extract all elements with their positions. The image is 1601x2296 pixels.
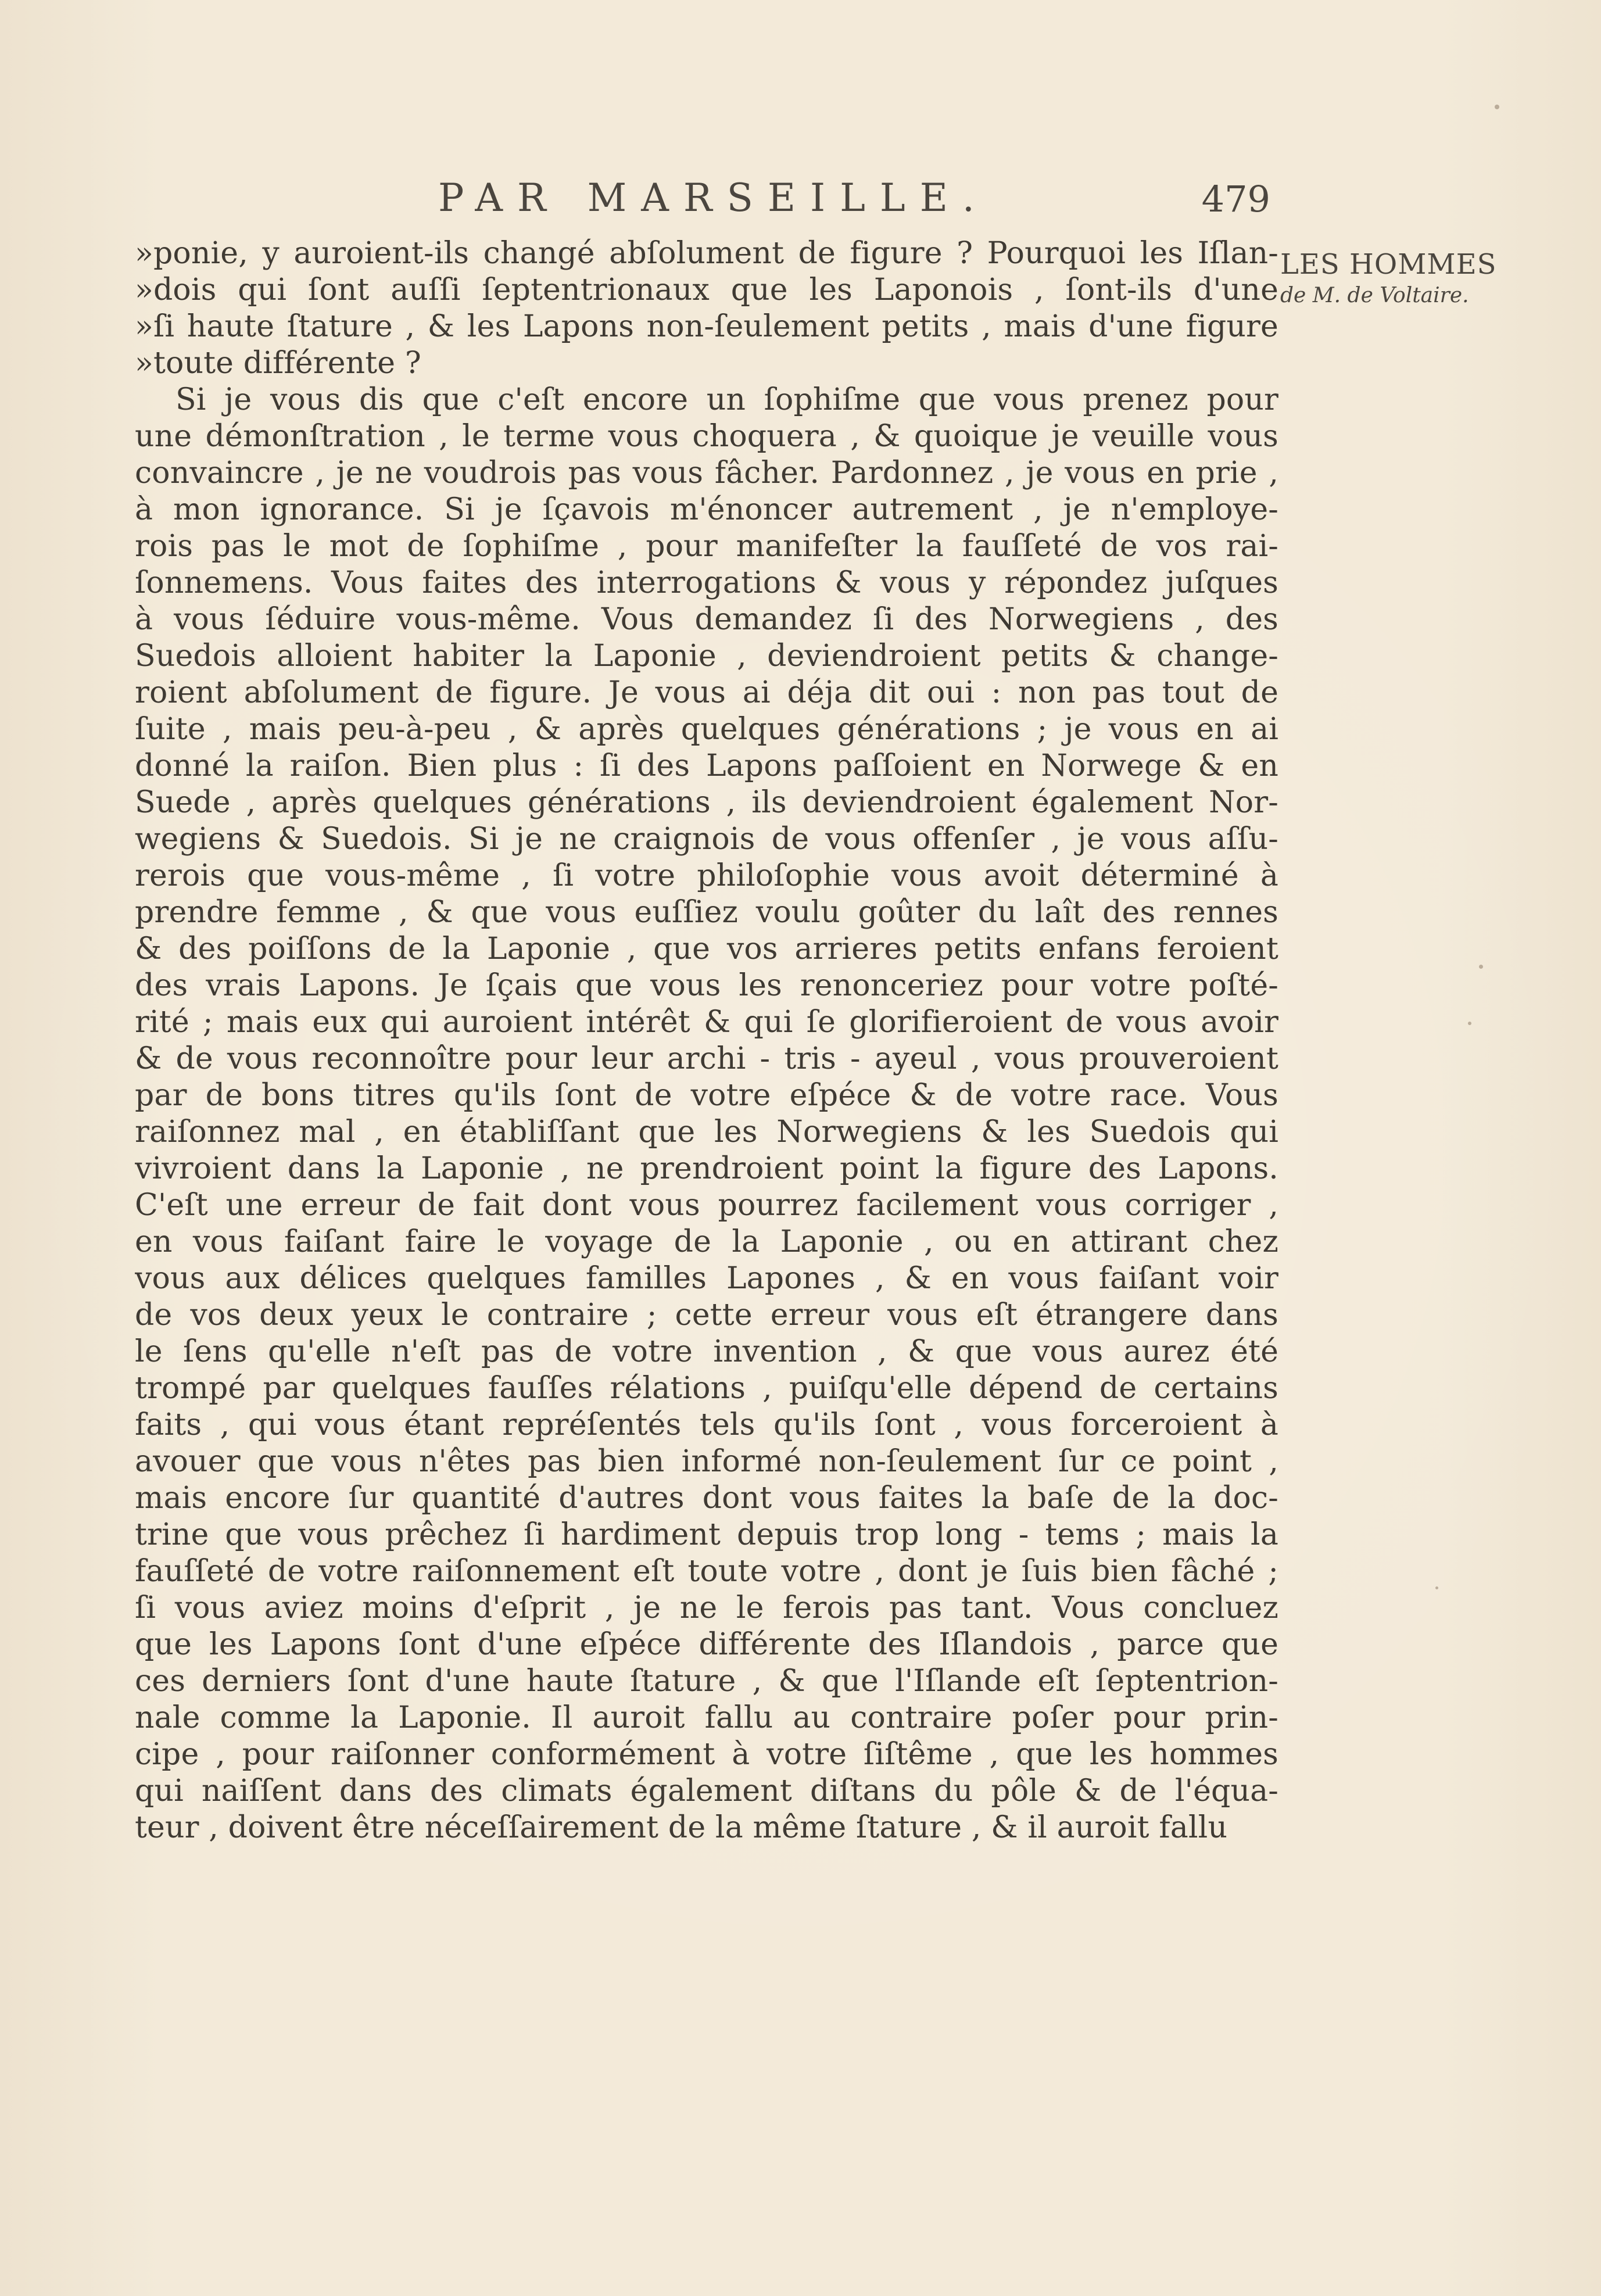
text-line-7: convaincre , je ne voudrois pas vous fâcher. Pardonnez , je vous en prie ,: [135, 456, 1278, 490]
text-line-36: trine que vous prêchez ſi hardiment depuis trop long - tems ; mais la: [135, 1517, 1278, 1552]
text-line-38: ſi vous aviez moins d'eſprit , je ne le ferois pas tant. Vous concluez: [135, 1591, 1278, 1625]
text-line-9: rois pas le mot de ſophiſme , pour manifeſter la fauſſeté de vos rai-: [135, 529, 1278, 564]
paper-speck: [1479, 965, 1483, 969]
text-line-32: trompé par quelques fauſſes rélations , puiſqu'elle dépend de certains: [135, 1371, 1278, 1406]
text-line-19: prendre femme , & que vous euſſiez voulu goûter du laît des rennes: [135, 895, 1278, 930]
text-line-17: wegiens & Suedois. Si je ne craignois de vous offenſer , je vous aſſu-: [135, 822, 1278, 857]
text-line-12: Suedois alloient habiter la Laponie , deviendroient petits & change-: [135, 639, 1278, 674]
text-line-4: »toute différente ?: [135, 346, 421, 381]
marginal-note-heading: LES HOMMES: [1280, 248, 1497, 281]
text-line-1: »ponie, y auroient-ils changé abſolument de figure ? Pourquoi les Iſlan-: [135, 236, 1278, 271]
text-line-33: faits , qui vous étant repréſentés tels qu'ils ſont , vous forceroient à: [135, 1407, 1278, 1442]
text-line-21: des vrais Lapons. Je ſçais que vous les renonceriez pour votre poſté-: [135, 968, 1278, 1003]
marginal-note: [1280, 247, 1497, 310]
text-line-28: en vous faiſant faire le voyage de la Laponie , ou en attirant chez: [135, 1224, 1278, 1259]
text-line-35: mais encore ſur quantité d'autres dont vous faites la baſe de la doc-: [135, 1481, 1278, 1516]
text-line-22: rité ; mais eux qui auroient intérêt & qui ſe glorifieroient de vous avoir: [135, 1005, 1278, 1040]
text-line-13: roient abſolument de figure. Je vous ai déja dit oui : non pas tout de: [135, 675, 1278, 710]
text-line-18: rerois que vous-même , ſi votre philoſophie vous avoit déterminé à: [135, 858, 1278, 893]
text-line-27: C'eſt une erreur de fait dont vous pourrez facilement vous corriger ,: [135, 1188, 1278, 1223]
text-line-15: donné la raiſon. Bien plus : ſi des Lapons paſſoient en Norwege & en: [135, 748, 1278, 783]
text-line-30: de vos deux yeux le contraire ; cette erreur vous eſt étrangere dans: [135, 1298, 1278, 1333]
text-line-42: cipe , pour raiſonner conformément à votre ſiſtême , que les hommes: [135, 1737, 1278, 1772]
text-line-16: Suede , après quelques générations , ils deviendroient également Nor-: [135, 785, 1278, 820]
page-header: [143, 175, 1270, 228]
text-line-5: Si je vous dis que c'eſt encore un ſophiſme que vous prenez pour: [175, 382, 1278, 417]
text-line-23: & de vous reconnoître pour leur archi - tris - ayeul , vous prouveroient: [135, 1041, 1278, 1076]
text-line-10: ſonnemens. Vous faites des interrogations & vous y répondez juſques: [135, 565, 1278, 600]
text-line-2: »dois qui ſont auſſi ſeptentrionaux que les Laponois , ſont-ils d'une: [135, 273, 1278, 307]
text-line-24: par de bons titres qu'ils ſont de votre eſpéce & de votre race. Vous: [135, 1078, 1278, 1113]
text-line-41: nale comme la Laponie. Il auroit fallu au contraire poſer pour prin-: [135, 1700, 1278, 1735]
text-line-20: & des poiſſons de la Laponie , que vos arrieres petits enfans feroient: [135, 932, 1278, 966]
text-line-25: raiſonnez mal , en établiſſant que les Norwegiens & les Suedois qui: [135, 1115, 1278, 1149]
page-number: 479: [1201, 178, 1270, 220]
text-line-44: teur , doivent être néceſſairement de la même ſtature , & il auroit fallu: [135, 1810, 1228, 1845]
paper-speck: [1468, 1022, 1471, 1025]
text-line-37: fauſſeté de votre raiſonnement eſt toute votre , dont je ſuis bien fâché ;: [135, 1554, 1278, 1589]
paper-speck: [1495, 105, 1499, 109]
body-text: [135, 235, 1278, 2025]
text-line-14: ſuite , mais peu-à-peu , & après quelques générations ; je vous en ai: [135, 712, 1278, 747]
text-line-8: à mon ignorance. Si je ſçavois m'énoncer autrement , je n'employe-: [135, 492, 1278, 527]
text-line-11: à vous ſéduire vous-même. Vous demandez ſi des Norwegiens , des: [135, 602, 1278, 637]
text-line-3: »ſi haute ſtature , & les Lapons non-ſeulement petits , mais d'une figure: [135, 309, 1278, 344]
text-line-39: que les Lapons ſont d'une eſpéce différente des Iſlandois , parce que: [135, 1627, 1278, 1662]
paper-speck: [1435, 1586, 1438, 1589]
text-line-6: une démonſtration , le terme vous choquera , & quoique je veuille vous: [135, 419, 1278, 454]
running-head: PAR MARSEILLE.: [438, 175, 989, 220]
text-line-29: vous aux délices quelques familles Lapones , & en vous faiſant voir: [135, 1261, 1278, 1296]
text-line-26: vivroient dans la Laponie , ne prendroient point la figure des Lapons.: [135, 1151, 1278, 1186]
text-line-40: ces derniers ſont d'une haute ſtature , & que l'Iſlande eſt ſeptentrion-: [135, 1664, 1278, 1699]
text-line-31: le ſens qu'elle n'eſt pas de votre invention , & que vous aurez été: [135, 1334, 1278, 1369]
marginal-note-subheading: de M. de Voltaire.: [1280, 284, 1469, 307]
text-line-43: qui naiſſent dans des climats également diſtans du pôle & de l'équa-: [135, 1774, 1278, 1808]
text-line-34: avouer que vous n'êtes pas bien informé non-ſeulement ſur ce point ,: [135, 1444, 1278, 1479]
